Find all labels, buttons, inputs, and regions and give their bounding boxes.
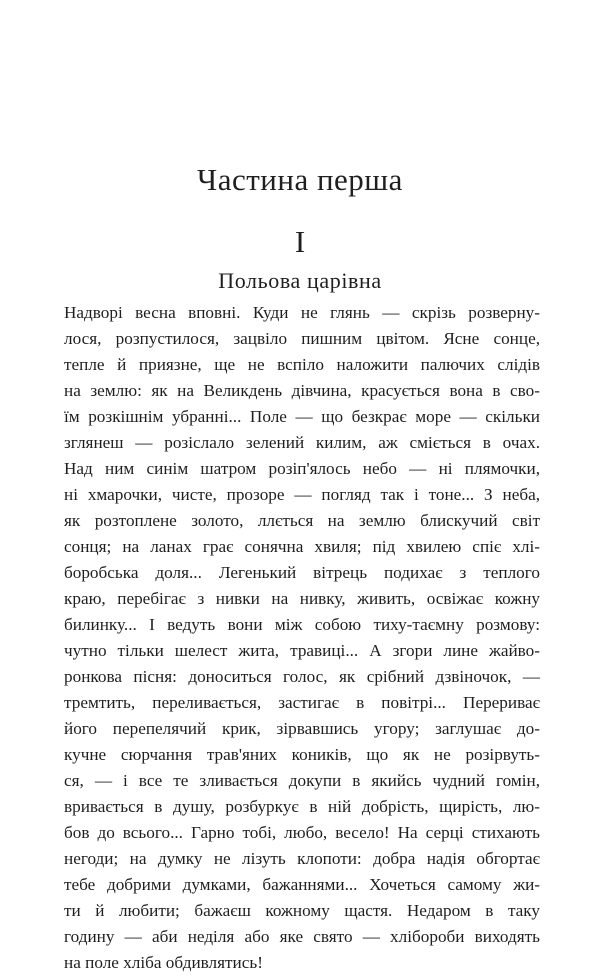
body-paragraph	[64, 300, 540, 976]
text-line: тебе добрими думками, бажаннями... Хочеться самому жи-	[64, 875, 540, 894]
text-line: їм розкішнім убранні... Поле — що безкрає море — скільки	[64, 407, 540, 426]
text-line: годину — аби неділя або яке свято — хлібороби виходять	[64, 927, 540, 946]
text-line: краю, перебігає з нивки на нивку, живить, освіжає кожну	[64, 589, 540, 608]
text-line: тепле й приязне, ще не вспіло наложити палючих слідів	[64, 355, 540, 374]
text-line: зглянеш — розіслало зелений килим, аж сміється в очах.	[64, 433, 540, 452]
text-line: ронкова пісня: доноситься голос, як срібний дзвіночок, —	[64, 667, 540, 686]
text-line: ся, — і все те зливається докупи в якийсь чудний гомін,	[64, 771, 540, 790]
text-line: ні хмарочки, чисте, прозоре — погляд так і тоне... З неба,	[64, 485, 540, 504]
text-line: на поле хліба обдивлятись!	[64, 953, 263, 972]
text-line: на землю: як на Великдень дівчина, красується вона в сво-	[64, 381, 540, 400]
text-line: його перепелячий крик, зірвавшись угору; заглушає до-	[64, 719, 540, 738]
chapter-number: I	[294, 224, 306, 259]
chapter-title: Польова царівна	[218, 268, 382, 293]
text-line: сонця; на ланах грає сонячна хвиля; під хвилею спіє хлі-	[64, 537, 540, 556]
text-line: боробська доля... Легенький вітрець подихає з теплого	[64, 563, 540, 582]
text-line: тремтить, переливається, застигає в повітрі... Перериває	[64, 693, 540, 712]
text-line: вривається в душу, розбуркує в ній добрість, щирість, лю-	[64, 797, 540, 816]
text-line: бов до всього... Гарно тобі, любо, весело! На серці стихають	[64, 823, 540, 842]
text-line: чутно тільки шелест жита, травиці... А згори лине жайво-	[64, 641, 540, 660]
part-title: Частина перша	[197, 162, 403, 197]
text-line: кучне сюрчання трав'яних коників, що як не розірвуть-	[64, 745, 540, 764]
text-line: Над ним синім шатром розіп'ялось небо — ні плямочки,	[64, 459, 540, 478]
text-line: Надворі весна вповні. Куди не глянь — скрізь розверну-	[64, 303, 540, 322]
text-line: ти й любити; бажаєш кожному щастя. Недаром в таку	[64, 901, 540, 920]
text-line: билинку... І ведуть вони між собою тиху-таємну розмову:	[64, 615, 540, 634]
text-line: лося, розпустилося, зацвіло пишним цвітом. Ясне сонце,	[64, 329, 540, 348]
text-line: як розтоплене золото, ллється на землю блискучий світ	[64, 511, 540, 530]
text-line: негоди; на думку не лізуть клопоти: добра надія обгортає	[64, 849, 540, 868]
